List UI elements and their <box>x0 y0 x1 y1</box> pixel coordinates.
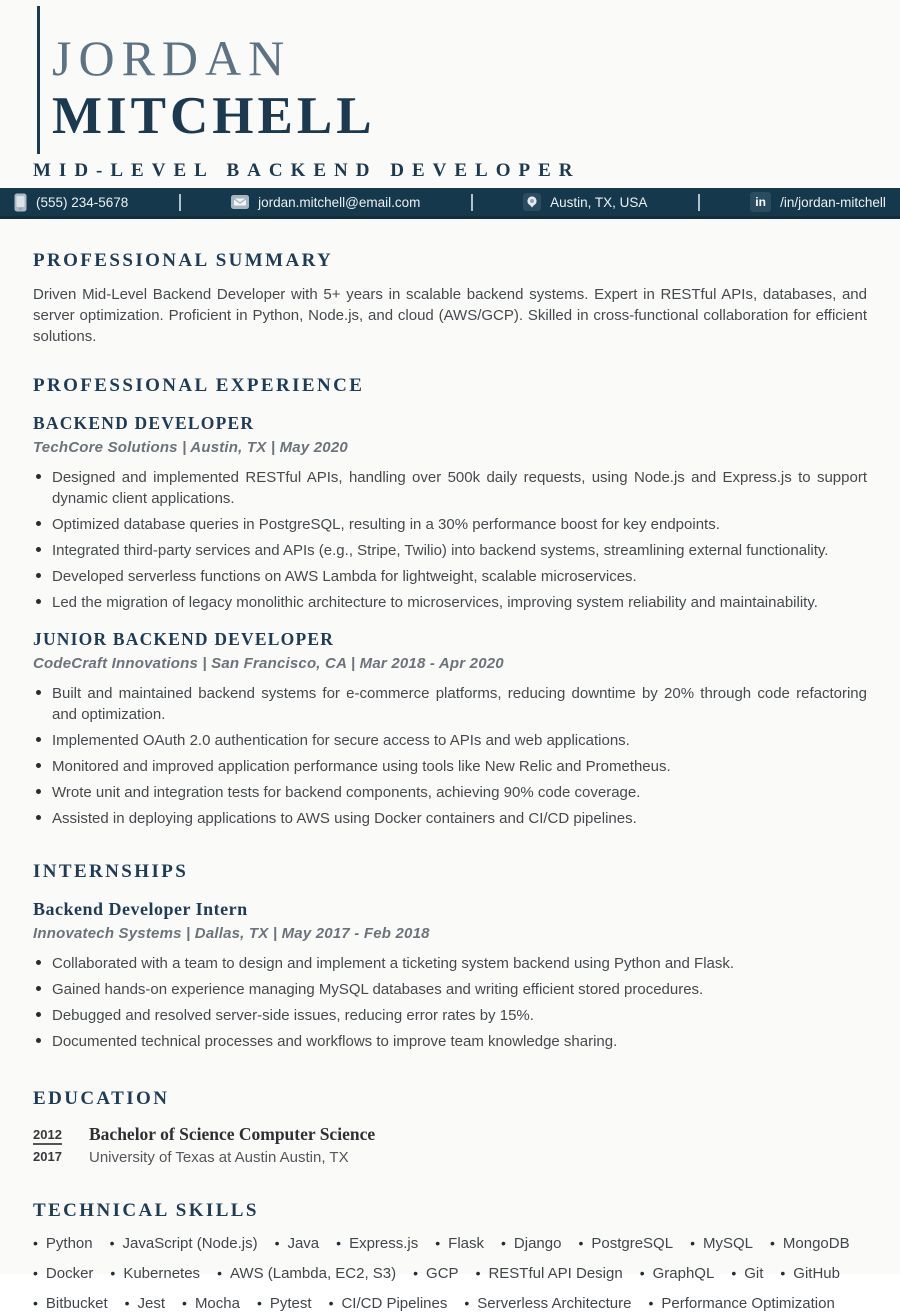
skill-label: Django <box>513 1235 562 1253</box>
contact-linkedin-text: /in/jordan-mitchell <box>780 194 886 210</box>
skill-item <box>435 1235 484 1252</box>
internships-heading: INTERNSHIPS <box>33 861 189 883</box>
bullet-dot-icon: • <box>274 1235 280 1252</box>
skill-label: GCP <box>426 1265 459 1283</box>
contact-phone[interactable] <box>14 193 128 212</box>
job-meta: Innovatech Systems | Dallas, TX | May 2017 - Feb 2018 <box>33 925 430 943</box>
skill-label: Express.js <box>349 1235 419 1253</box>
job-bullet: Integrated third-party services and APIs (e.g., Stripe, Twilio) into backend systems, streamlining external functionality. <box>33 540 867 561</box>
skill-item <box>336 1235 418 1252</box>
skill-item <box>182 1295 240 1312</box>
skill-label: Flask <box>448 1235 484 1253</box>
job-role: JUNIOR BACKEND DEVELOPER <box>33 629 335 650</box>
bullet-dot-icon: • <box>464 1295 470 1312</box>
skills-row <box>33 1235 867 1252</box>
skill-item <box>501 1235 561 1252</box>
experience-heading: PROFESSIONAL EXPERIENCE <box>33 375 365 397</box>
job-meta: TechCore Solutions | Austin, TX | May 2020 <box>33 439 348 457</box>
contact-location[interactable] <box>523 193 647 211</box>
header-job-title: MID-LEVEL BACKEND DEVELOPER <box>33 154 593 188</box>
skill-item <box>640 1265 715 1282</box>
bullet-dot-icon: • <box>328 1295 334 1312</box>
job-bullet-list <box>33 953 867 1052</box>
skill-label: GitHub <box>793 1265 840 1283</box>
contact-separator <box>471 194 473 211</box>
candidate-name <box>0 32 900 144</box>
bullet-dot-icon: • <box>780 1265 786 1282</box>
skill-item <box>110 1235 258 1252</box>
job-bullet: Gained hands-on experience managing MySQL databases and writing efficient stored procedures. <box>33 979 867 1000</box>
skill-item <box>648 1295 834 1312</box>
skill-label: Pytest <box>269 1295 312 1312</box>
job-bullet: Optimized database queries in PostgreSQL, resulting in a 30% performance boost for key endpoints. <box>33 514 867 535</box>
summary-text: Driven Mid-Level Backend Developer with 5+ years in scalable backend systems. Expert in RESTful APIs, databases, and server optimization. Proficient in Python, Node.js, and cloud (AWS/GCP). Skilled in cross-functional collaboration for efficient solutions. <box>33 286 867 346</box>
section-professional-experience <box>33 375 867 829</box>
skill-label: GraphQL <box>652 1265 715 1283</box>
job-bullet: Documented technical processes and workflows to improve team knowledge sharing. <box>33 1031 867 1052</box>
experience-job <box>33 413 867 613</box>
skill-label: RESTful API Design <box>488 1265 623 1283</box>
skill-label: Jest <box>137 1295 166 1312</box>
section-technical-skills <box>33 1200 867 1312</box>
bullet-dot-icon: • <box>33 1235 38 1252</box>
bullet-dot-icon: • <box>690 1235 695 1252</box>
location-pin-icon <box>523 193 541 211</box>
skill-item <box>578 1235 673 1252</box>
skill-item <box>33 1265 93 1282</box>
skill-item <box>780 1265 840 1282</box>
summary-heading: PROFESSIONAL SUMMARY <box>33 250 334 272</box>
skill-item <box>217 1265 396 1282</box>
education-degree: Bachelor of Science Computer Science <box>89 1124 376 1145</box>
skill-label: Bitbucket <box>45 1295 108 1312</box>
skill-item <box>731 1265 763 1282</box>
job-bullet: Implemented OAuth 2.0 authentication for secure access to APIs and web applications. <box>33 730 867 751</box>
skill-item <box>125 1295 165 1312</box>
bullet-dot-icon: • <box>217 1265 222 1282</box>
job-bullet: Led the migration of legacy monolithic architecture to microservices, improving system reliability and maintainability. <box>33 592 867 613</box>
skill-label: Mocha <box>194 1295 240 1312</box>
job-bullet: Wrote unit and integration tests for backend components, achieving 90% code coverage. <box>33 782 867 803</box>
skill-item <box>257 1295 312 1312</box>
skill-item <box>275 1235 320 1252</box>
skill-item <box>329 1295 448 1312</box>
bullet-dot-icon: • <box>501 1235 506 1252</box>
resume-body <box>0 250 900 1312</box>
skills-row <box>33 1265 867 1282</box>
bullet-dot-icon: • <box>182 1295 187 1312</box>
resume-header <box>0 0 900 188</box>
skill-item <box>33 1235 93 1252</box>
first-name: JORDAN <box>52 30 292 86</box>
skill-label: Kubernetes <box>123 1265 201 1283</box>
skill-item <box>413 1265 458 1282</box>
contact-phone-text: (555) 234-5678 <box>36 194 129 210</box>
job-bullet: Assisted in deploying applications to AWS using Docker containers and CI/CD pipelines. <box>33 808 867 829</box>
education-years <box>33 1124 77 1166</box>
contact-email-text: jordan.mitchell@email.com <box>258 194 421 210</box>
section-education <box>33 1088 867 1166</box>
bullet-dot-icon: • <box>33 1295 38 1312</box>
bullet-dot-icon: • <box>648 1295 654 1312</box>
skill-item <box>464 1295 631 1312</box>
skills-row <box>33 1295 867 1312</box>
internship-job <box>33 899 867 1052</box>
skill-label: Performance Optimization <box>661 1295 835 1312</box>
bullet-dot-icon: • <box>731 1265 737 1282</box>
education-start-year: 2012 <box>33 1127 62 1145</box>
section-internships <box>33 861 867 1052</box>
job-meta: CodeCraft Innovations | San Francisco, CA | Mar 2018 - Apr 2020 <box>33 655 504 673</box>
skill-item <box>690 1235 753 1252</box>
contact-linkedin[interactable] <box>750 192 886 212</box>
skill-label: MongoDB <box>782 1235 850 1253</box>
education-heading: EDUCATION <box>33 1088 170 1110</box>
last-name: MITCHELL <box>52 86 376 145</box>
education-entry <box>33 1124 867 1166</box>
job-bullet: Monitored and improved application performance using tools like New Relic and Prometheus. <box>33 756 867 777</box>
skill-label: Git <box>744 1265 764 1283</box>
bullet-dot-icon: • <box>124 1295 130 1312</box>
skill-item <box>770 1235 850 1252</box>
skill-label: Docker <box>45 1265 94 1283</box>
experience-job <box>33 629 867 829</box>
skill-label: PostgreSQL <box>591 1235 674 1253</box>
bullet-dot-icon: • <box>770 1235 775 1252</box>
job-bullet-list <box>33 683 867 829</box>
bullet-dot-icon: • <box>256 1295 262 1312</box>
bullet-dot-icon: • <box>109 1235 115 1252</box>
bullet-dot-icon: • <box>475 1265 481 1282</box>
job-bullet: Debugged and resolved server-side issues, reducing error rates by 15%. <box>33 1005 867 1026</box>
contact-bar <box>0 188 900 219</box>
education-end-year: 2017 <box>33 1149 62 1165</box>
bullet-dot-icon: • <box>578 1235 584 1252</box>
skill-label: MySQL <box>702 1235 753 1253</box>
skill-label: Python <box>45 1235 93 1253</box>
education-details <box>89 1124 375 1166</box>
phone-icon <box>14 193 27 212</box>
contact-email[interactable] <box>231 195 420 210</box>
bullet-dot-icon: • <box>639 1265 645 1282</box>
linkedin-icon: in <box>750 192 771 212</box>
skill-label: AWS (Lambda, EC2, S3) <box>229 1265 397 1283</box>
job-bullet: Developed serverless functions on AWS Lambda for lightweight, scalable microservices. <box>33 566 867 587</box>
skill-item <box>33 1295 108 1312</box>
contact-location-text: Austin, TX, USA <box>550 194 648 210</box>
skill-label: CI/CD Pipelines <box>341 1295 448 1312</box>
skill-label: Java <box>287 1235 320 1253</box>
skills-heading: TECHNICAL SKILLS <box>33 1200 259 1222</box>
skill-label: Serverless Architecture <box>477 1295 632 1312</box>
skill-label: JavaScript (Node.js) <box>122 1235 258 1253</box>
email-icon <box>231 195 249 209</box>
contact-separator <box>698 194 700 211</box>
section-professional-summary <box>33 250 867 347</box>
job-role: BACKEND DEVELOPER <box>33 413 255 434</box>
job-bullet-list <box>33 467 867 613</box>
bullet-dot-icon: • <box>110 1265 116 1282</box>
bullet-dot-icon: • <box>413 1265 419 1282</box>
job-bullet: Built and maintained backend systems for e-commerce platforms, reducing downtime by 20% through code refactoring and optimization. <box>33 683 867 725</box>
job-bullet: Designed and implemented RESTful APIs, handling over 500k daily requests, using Node.js and Express.js to support dynamic client applications. <box>33 467 867 509</box>
skill-item <box>476 1265 623 1282</box>
bullet-dot-icon: • <box>33 1265 38 1282</box>
bullet-dot-icon: • <box>435 1235 441 1252</box>
education-school: University of Texas at Austin Austin, TX <box>89 1149 349 1167</box>
job-role: Backend Developer Intern <box>33 899 248 920</box>
bullet-dot-icon: • <box>336 1235 342 1252</box>
contact-separator <box>179 194 181 211</box>
job-bullet: Collaborated with a team to design and implement a ticketing system backend using Python and Flask. <box>33 953 867 974</box>
skill-item <box>110 1265 200 1282</box>
